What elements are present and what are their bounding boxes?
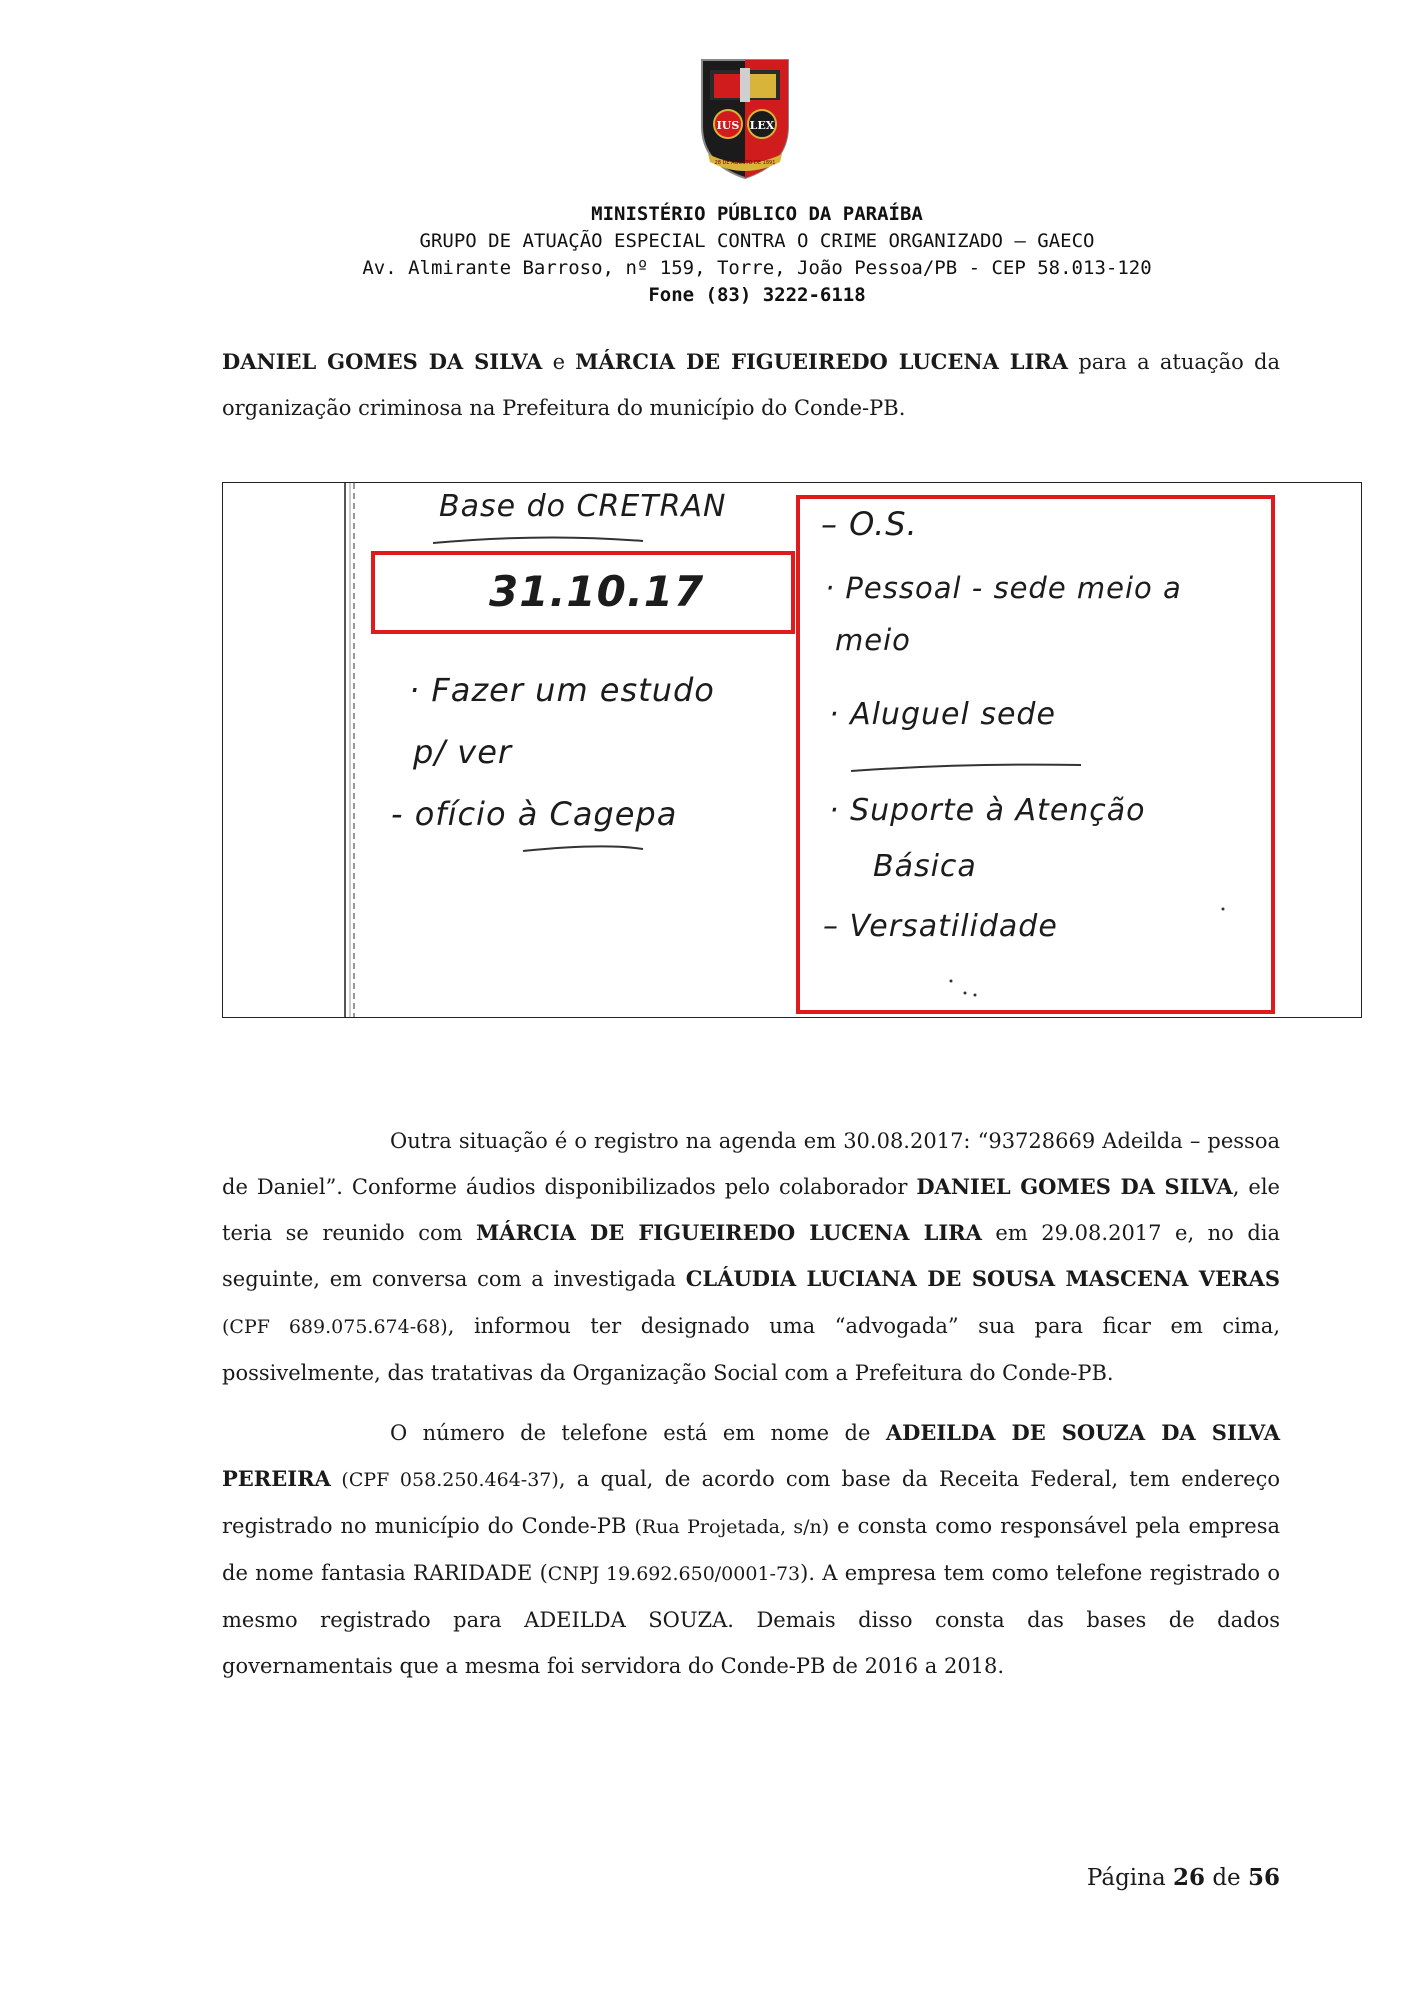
total-pages: 56 xyxy=(1247,1864,1280,1891)
cnpj-raridade: CNPJ 19.692.650/0001-73 xyxy=(547,1563,801,1585)
note-left-line-3: - ofício à Cagepa xyxy=(391,795,678,833)
note-right-line-6: Básica xyxy=(873,849,977,884)
text-fragment: em 29.08.2017 e, no dia seguinte, em conversa com a investigada xyxy=(222,1221,1281,1291)
text-fragment: , informou ter designado uma “advogada” sua para ficar em cima, possivelmente, das tratativas da Organização Social com a Prefeitura do Conde-PB. xyxy=(222,1314,1280,1385)
text-fragment: ). A empresa tem como telefone registrado o mesmo registrado para ADEILDA SOUZA. Demais disso consta das bases de dados governamentais que a mesma foi servidora do Conde-PB de 2016 a 2018. xyxy=(222,1561,1280,1678)
text-fragment: , a qual, de acordo com base da Receita Federal, tem endereço registrado no município do Conde-PB xyxy=(222,1467,1280,1538)
name-marcia: MÁRCIA DE FIGUEIREDO LUCENA LIRA xyxy=(575,349,1069,374)
note-left-line-2: p/ ver xyxy=(413,733,513,771)
text-fragment: para a atuação da organização criminosa na Prefeitura do município do Conde-PB. xyxy=(222,350,1281,420)
header-address: Av. Almirante Barroso, nº 159, Torre, João Pessoa/PB - CEP 58.013-120 xyxy=(362,257,1152,279)
name-marcia: MÁRCIA DE FIGUEIREDO LUCENA LIRA xyxy=(476,1220,982,1245)
note-left-line-1: · Fazer um estudo xyxy=(409,671,715,709)
paragraph-2 xyxy=(222,1118,1280,1396)
cpf-adeilda: (CPF 058.250.464-37) xyxy=(330,1469,559,1491)
cpf-claudia: (CPF 689.075.674-68) xyxy=(222,1316,448,1338)
svg-text:28 DE AGOSTO DE 1891: 28 DE AGOSTO DE 1891 xyxy=(714,160,776,166)
note-date: 31.10.17 xyxy=(489,567,705,616)
text-fragment: e consta como responsável pela empresa de nome fantasia RARIDADE ( xyxy=(222,1514,1280,1585)
paragraph-1 xyxy=(222,339,1280,431)
note-right-line-5: · Suporte à Atenção xyxy=(829,793,1146,828)
document-header xyxy=(150,201,1364,309)
note-right-line-3: meio xyxy=(835,623,911,657)
note-right-line-2: · Pessoal - sede meio a xyxy=(825,571,1182,605)
page-sep: de xyxy=(1212,1865,1241,1891)
address-adeilda: (Rua Projetada, s/n) xyxy=(634,1516,830,1538)
handwritten-note-figure xyxy=(222,482,1362,1018)
note-right-line-4: · Aluguel sede xyxy=(829,697,1056,732)
paragraph-3 xyxy=(222,1410,1280,1689)
page-label: Página xyxy=(1086,1865,1166,1891)
header-institution: MINISTÉRIO PÚBLICO DA PARAÍBA xyxy=(591,203,923,225)
current-page: 26 xyxy=(1173,1864,1206,1891)
name-claudia: CLÁUDIA LUCIANA DE SOUSA MASCENA VERAS xyxy=(685,1266,1280,1291)
note-title: Base do CRETRAN xyxy=(439,489,727,524)
page-number xyxy=(1087,1864,1280,1891)
svg-text:LEX: LEX xyxy=(749,119,775,132)
mppb-crest-icon xyxy=(694,52,796,184)
header-group: GRUPO DE ATUAÇÃO ESPECIAL CONTRA O CRIME ORGANIZADO – GAECO xyxy=(419,230,1095,252)
note-right-line-7: – Versatilidade xyxy=(823,909,1058,944)
note-right-line-1: – O.S. xyxy=(821,505,918,543)
text-fragment: Outra situação é o registro na agenda em 30.08.2017: “93728669 Adeilda – pessoa de Daniel”. Conforme áudios disponibilizados pelo colaborador xyxy=(222,1129,1280,1199)
name-daniel: DANIEL GOMES DA SILVA xyxy=(916,1174,1233,1199)
name-adeilda: ADEILDA DE SOUZA DA SILVA PEREIRA xyxy=(222,1420,1281,1491)
text-fragment: O número de telefone está em nome de xyxy=(390,1421,886,1445)
svg-text:IUS: IUS xyxy=(716,119,740,132)
text-fragment: , ele teria se reunido com xyxy=(222,1175,1280,1245)
name-daniel: DANIEL GOMES DA SILVA xyxy=(222,349,543,374)
text-fragment: e xyxy=(542,350,576,374)
header-phone: Fone (83) 3222-6118 xyxy=(648,284,866,306)
